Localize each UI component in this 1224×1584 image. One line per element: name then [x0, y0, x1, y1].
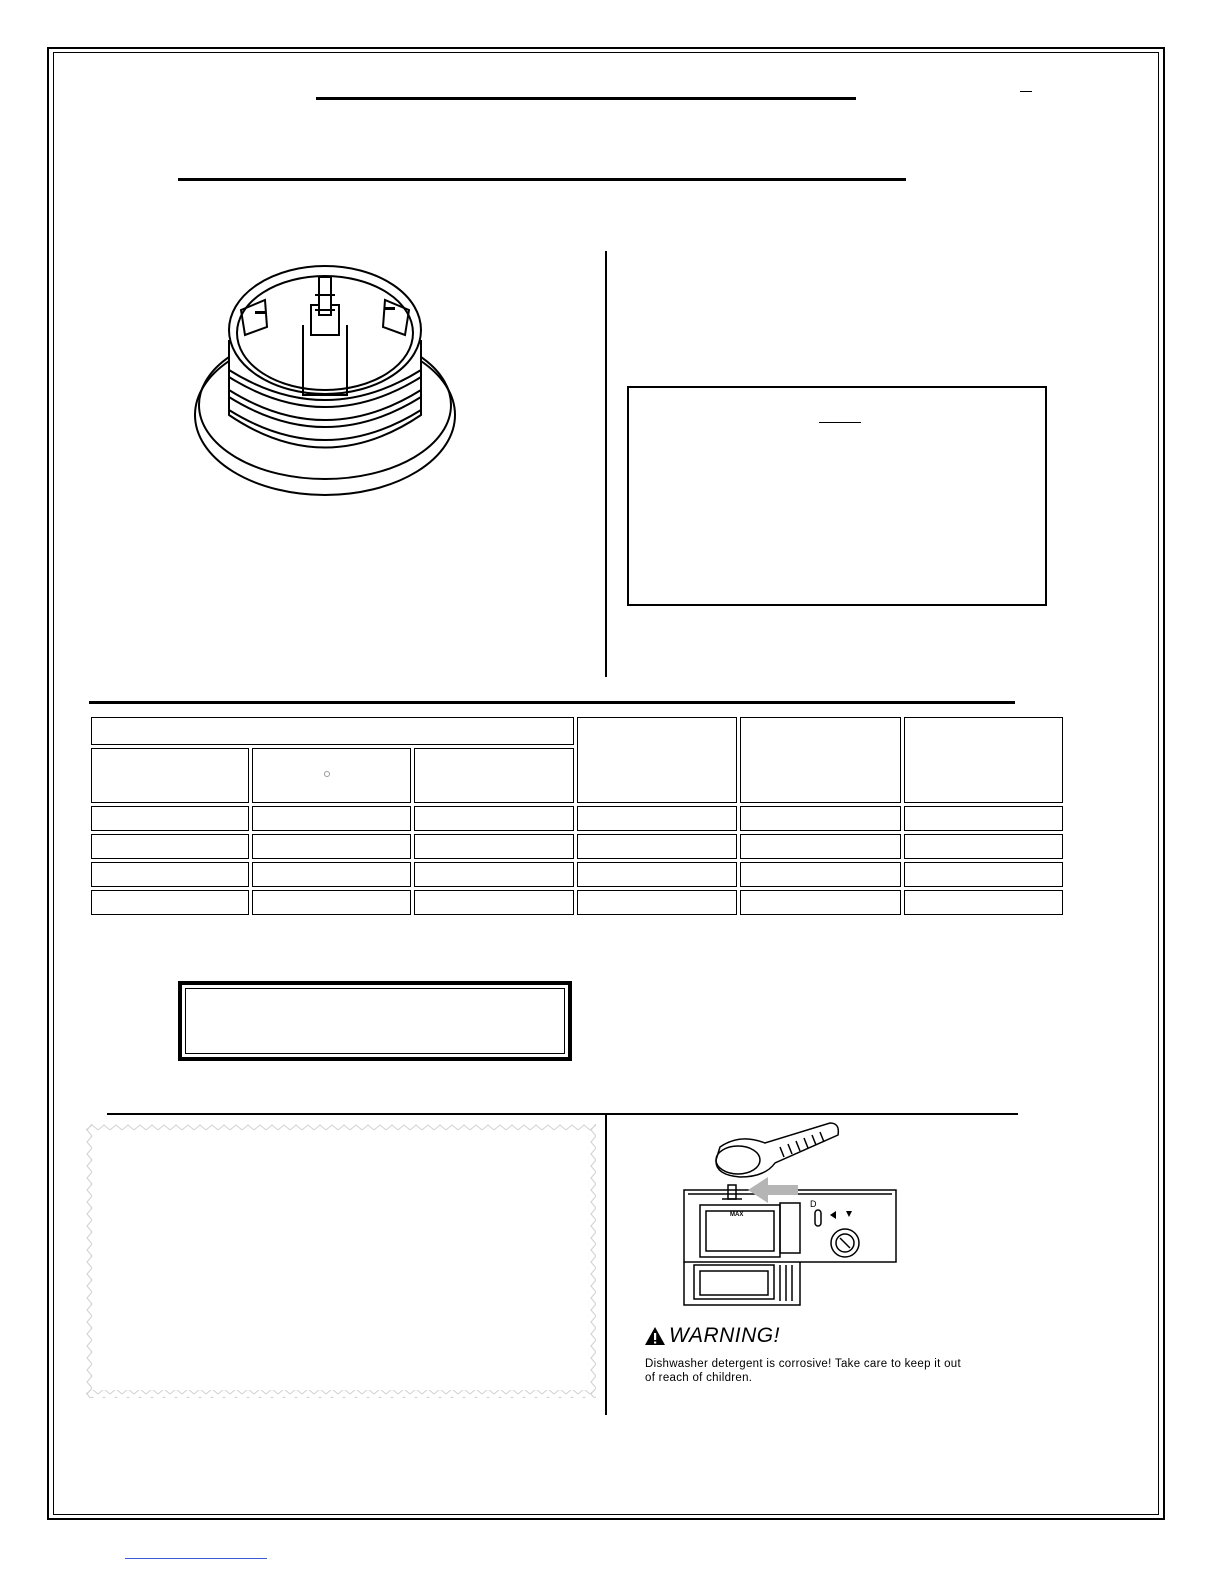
callout-box-inner — [185, 988, 565, 1054]
table-row — [91, 862, 1063, 887]
dispenser-cap-icon — [716, 1123, 838, 1177]
warning-text — [645, 1357, 1025, 1385]
note-heading-underline — [819, 422, 861, 423]
zigzag-bordered-box — [86, 1124, 596, 1398]
column-divider-upper — [605, 251, 607, 677]
note-box — [627, 386, 1047, 606]
dispenser-indicator-letter: D — [810, 1199, 817, 1209]
dispenser-lid-marking: MAX — [730, 1212, 744, 1218]
degree-mark — [324, 771, 330, 777]
table-row — [91, 890, 1063, 915]
rinse-aid-cap-drawing — [185, 255, 465, 505]
table-header-col-4 — [577, 717, 737, 803]
warning-text-line-1: Dishwasher detergent is corrosive! Take care to keep it out — [645, 1358, 961, 1370]
table-row — [91, 834, 1063, 859]
settings-table — [88, 714, 1066, 918]
table-header-col-5 — [740, 717, 902, 803]
table-section-rule — [89, 701, 1015, 704]
title-underline — [316, 97, 856, 100]
table-row — [91, 806, 1063, 831]
table-header-col-3 — [414, 748, 574, 803]
page-number-mark — [1020, 91, 1032, 92]
callout-box — [178, 981, 572, 1061]
table-header-col-6 — [904, 717, 1063, 803]
detergent-dispenser-drawing — [680, 1115, 905, 1315]
warning-triangle-icon — [644, 1326, 666, 1346]
section-heading-underline — [178, 178, 906, 181]
warning-text-line-2: of reach of children. — [645, 1372, 753, 1384]
warning-title: WARNING! — [669, 1324, 780, 1347]
table-header-col-2 — [252, 748, 412, 803]
table-header-col-1 — [91, 748, 249, 803]
warning-heading — [644, 1323, 780, 1349]
footer-link-underline[interactable] — [125, 1558, 267, 1559]
table-group-header — [91, 717, 574, 745]
column-divider-lower — [605, 1115, 607, 1415]
